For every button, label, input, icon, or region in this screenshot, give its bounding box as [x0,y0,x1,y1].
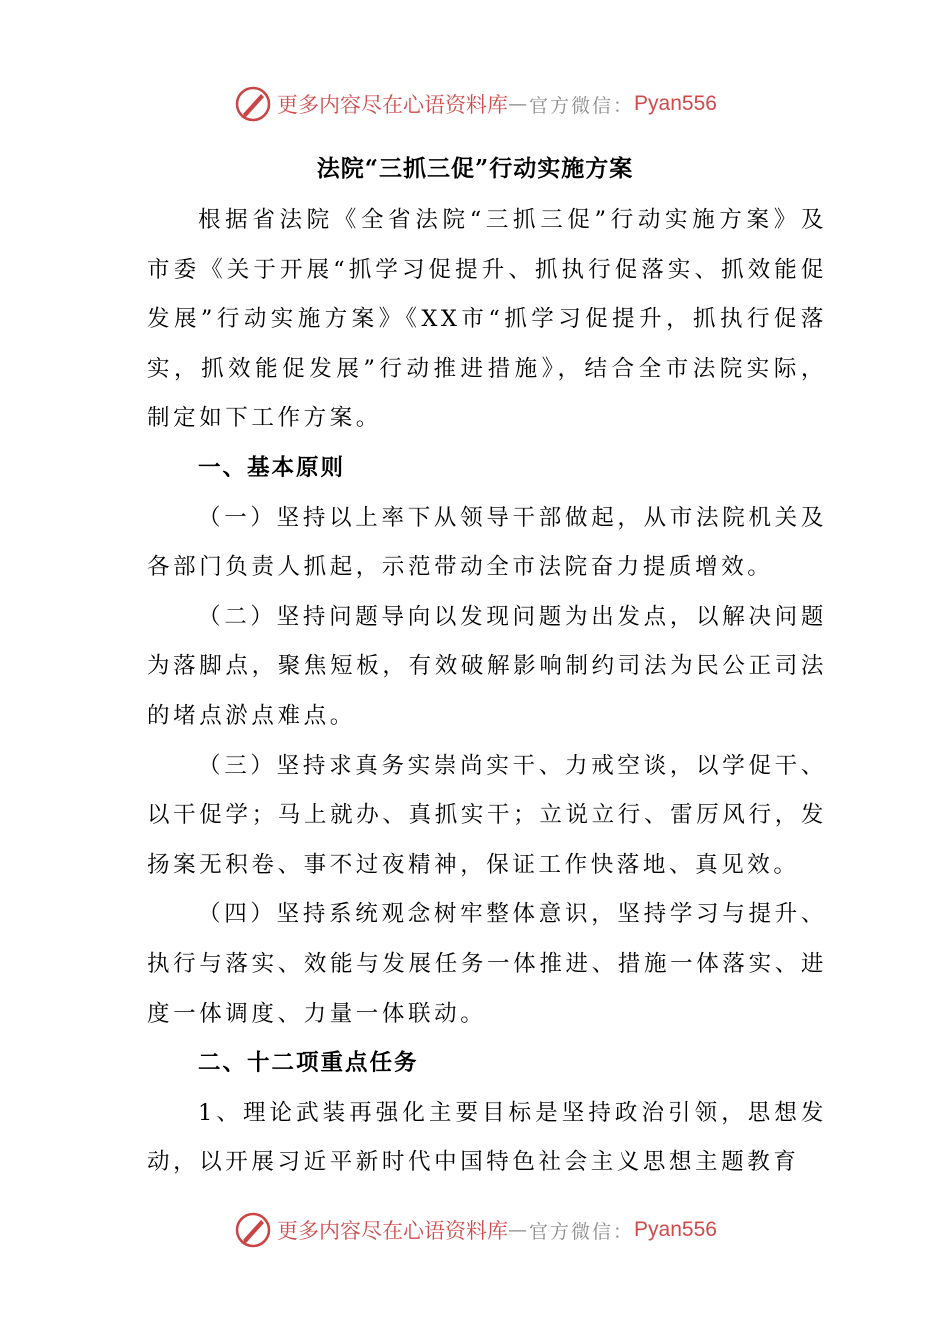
pen-logo-icon [233,84,273,124]
watermark-dash: — [508,93,530,115]
watermark-label: 官方微信： [529,94,635,117]
section-heading-2: 二、十二项重点任务 [198,1050,419,1077]
watermark-id: Pyan556 [634,1218,717,1241]
document-title: 法院“三抓三促”行动实施方案 [316,155,634,182]
section-heading-1: 一、基本原则 [198,454,346,481]
paragraph-principle-4: （四）坚持系统观念树牢整体意识，坚持学习与提升、执行与落实、效能与发展任务一体推进、措施一体落实、进度一体调度、力量一体联动。 [147,901,827,1027]
document-body [147,196,827,1188]
paragraph-principle-1: （一）坚持以上率下从领导干部做起，从市法院机关及各部门负责人抓起，示范带动全市法院奋力提质增效。 [147,504,827,581]
watermark-id: Pyan556 [634,92,717,115]
watermark-text: 更多内容尽在心语资料库 [277,1219,509,1243]
watermark-dash: — [508,1219,530,1241]
watermark-label: 官方微信： [529,1220,635,1243]
paragraph-principle-2: （二）坚持问题导向以发现问题为出发点，以解决问题为落脚点，聚焦短板，有效破解影响制约司法为民公正司法的堵点淤点难点。 [147,603,827,729]
paragraph-principle-3: （三）坚持求真务实崇尚实干、力戒空谈，以学促干、以干促学；马上就办、真抓实干；立说立行、雷厉风行，发扬案无积卷、事不过夜精神，保证工作快落地、真见效。 [147,752,827,878]
watermark-footer [0,1208,950,1252]
pen-logo-icon [233,1210,273,1250]
paragraph-intro: 根据省法院《全省法院“三抓三促”行动实施方案》及市委《关于开展“抓学习促提升、抓执行促落实、抓效能促发展”行动实施方案》《XX市“抓学习促提升，抓执行促落实，抓效能促发展”行动推进措施》，结合全市法院实际，制定如下工作方案。 [147,207,827,432]
watermark-header [0,82,950,126]
watermark-text: 更多内容尽在心语资料库 [277,93,509,117]
paragraph-task-1: 1、理论武装再强化主要目标是坚持政治引领，思想发动，以开展习近平新时代中国特色社会主义思想主题教育 [147,1099,827,1176]
